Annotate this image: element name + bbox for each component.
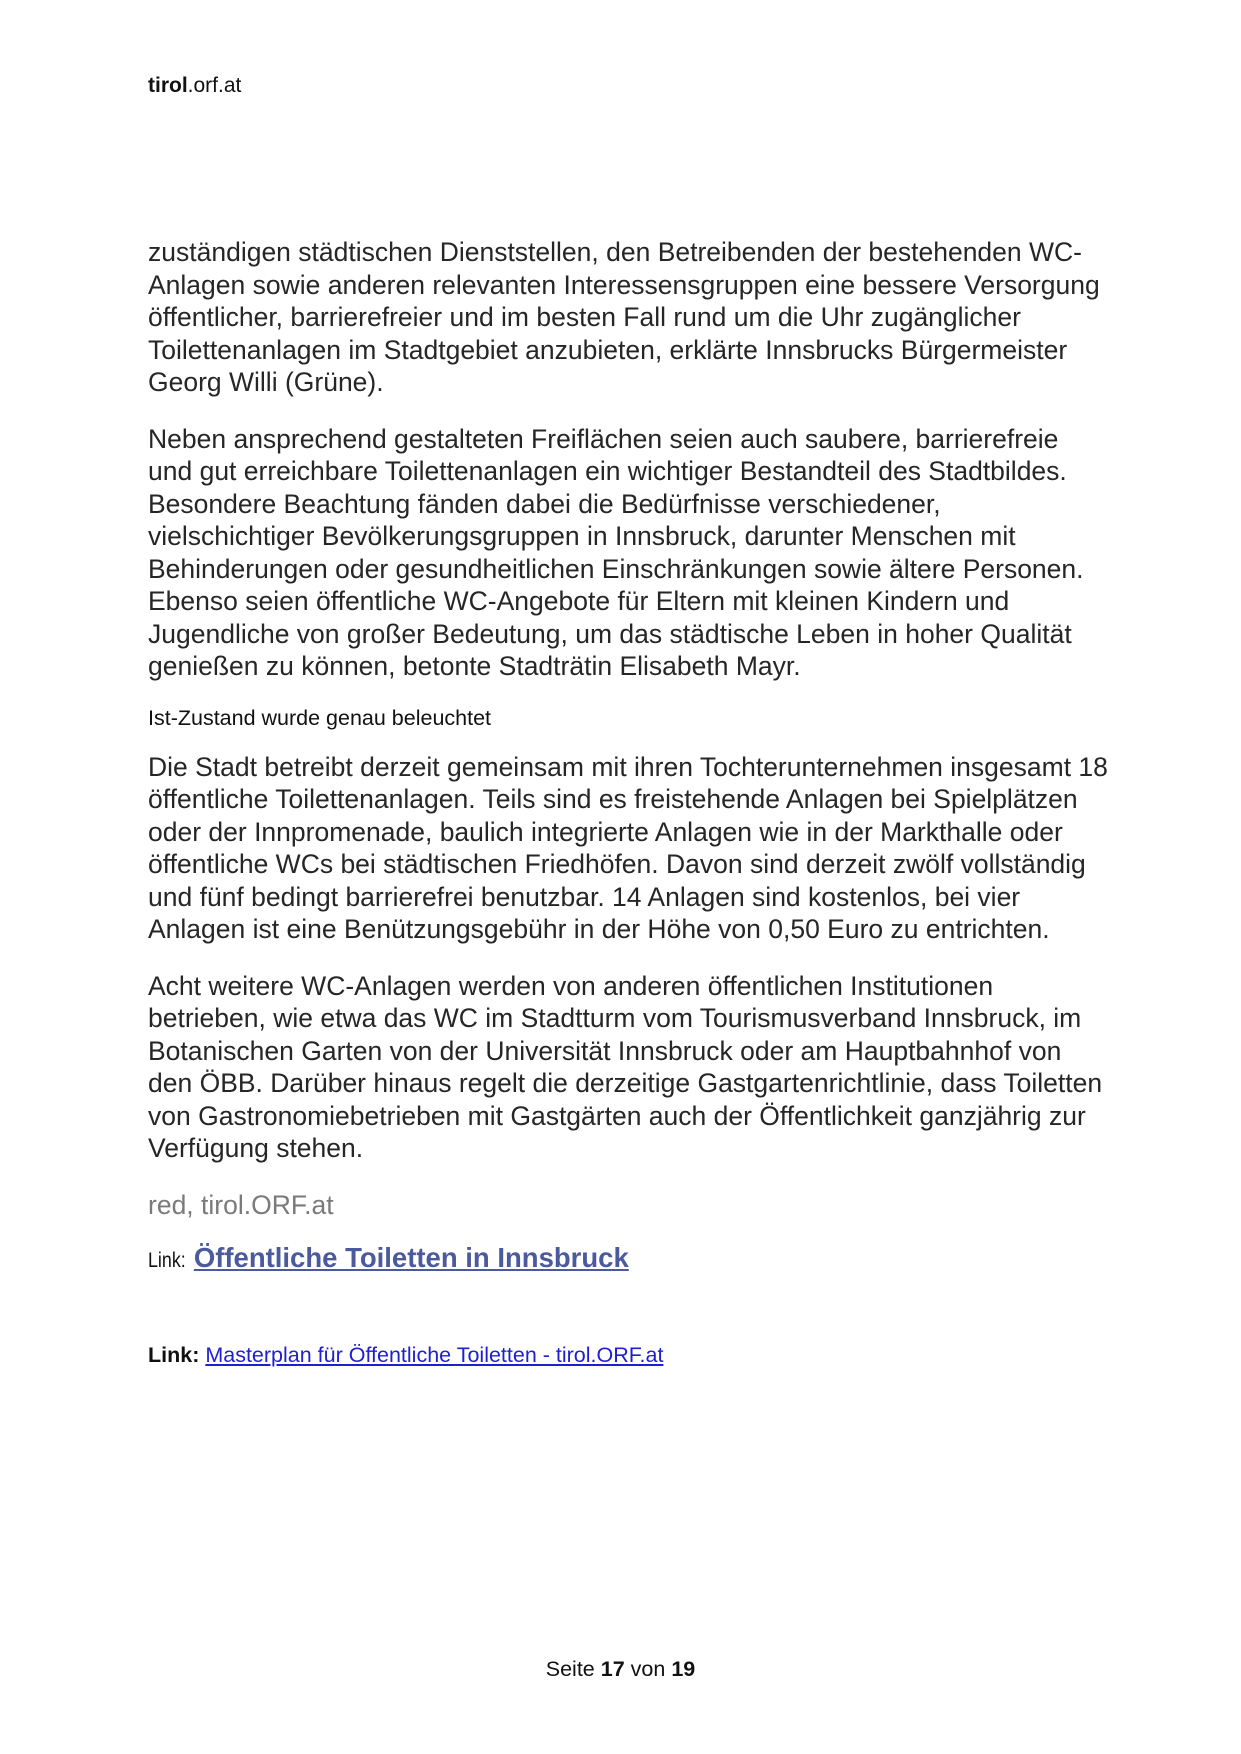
site-name-bold: tirol (148, 74, 188, 97)
related-link[interactable]: Öffentliche Toiletten in Innsbruck (193, 1241, 629, 1273)
page-of-label: von (630, 1657, 666, 1681)
current-page-number: 17 (600, 1657, 625, 1681)
author-credit: red, tirol.ORF.at (148, 1189, 334, 1220)
page-footer (0, 1657, 1241, 1682)
section-subheading: Ist-Zustand wurde genau beleuchtet (148, 705, 492, 730)
total-page-count: 19 (671, 1657, 696, 1681)
paragraph-4: Acht weitere WC-Anlagen werden von anderen öffentlichen Institutionen betrieben, wie etwa das WC im Stadtturm vom Tourismusverband Innsbruck, im Botanischen Garten von der Universität Innsbruck oder am Hauptbahnhof von den ÖBB. Darüber hinaus regelt die derzeitige Gastgartenrichtlinie, dass Toiletten von Gastronomiebetrieben mit Gastgärten auch der Öffentlichkeit ganzjährig zur Verfügung stehen. (148, 970, 1103, 1163)
source-link[interactable]: Masterplan für Öffentliche Toiletten - tirol.ORF.at (205, 1342, 664, 1367)
source-link-row (148, 1342, 1108, 1368)
paragraph-3: Die Stadt betreibt derzeit gemeinsam mit ihren Tochterunternehmen insgesamt 18 öffentliche Toilettenanlagen. Teils sind es freistehende Anlagen bei Spielplätzen oder der Innpromenade, baulich integrierte Anlagen wie in der Markthalle oder öffentliche WCs bei städtischen Friedhöfen. Davon sind derzeit zwölf vollständig und fünf bedingt barrierefrei benutzbar. 14 Anlagen sind kostenlos, bei vier Anlagen ist eine Benützungsgebühr in der Höhe von 0,50 Euro zu entrichten. (148, 751, 1108, 944)
related-link-row (148, 1241, 1108, 1280)
site-header (148, 74, 241, 98)
site-name-domain: .orf.at (187, 74, 242, 97)
article-body (148, 236, 1108, 1368)
related-link-label: Link: (148, 1248, 186, 1272)
paragraph-2: Neben ansprechend gestalteten Freiflächen seien auch saubere, barrierefreie und gut erreichbare Toilettenanlagen ein wichtiger Bestandteil des Stadtbildes. Besondere Beachtung fänden dabei die Bedürfnisse verschiedener, vielschichtiger Bevölkerungsgruppen in Innsbruck, darunter Menschen mit Behinderungen oder gesundheitlichen Einschränkungen sowie ältere Personen. Ebenso seien öffentliche WC-Angebote für Eltern mit kleinen Kindern und Jugendliche von großer Bedeutung, um das städtische Leben in hoher Qualität genießen zu können, betonte Stadträtin Elisabeth Mayr. (148, 423, 1084, 681)
paragraph-1: zuständigen städtischen Dienststellen, den Betreibenden der bestehenden WC-Anlagen sowie anderen relevanten Interessensgruppen eine bessere Versorgung öffentlicher, barrierefreier und im besten Fall rund um die Uhr zugänglicher Toilettenanlagen im Stadtgebiet anzubieten, erklärte Innsbrucks Bürgermeister Georg Willi (Grüne). (148, 237, 1100, 397)
page-label: Seite (545, 1657, 595, 1681)
source-link-label: Link: (148, 1342, 200, 1367)
